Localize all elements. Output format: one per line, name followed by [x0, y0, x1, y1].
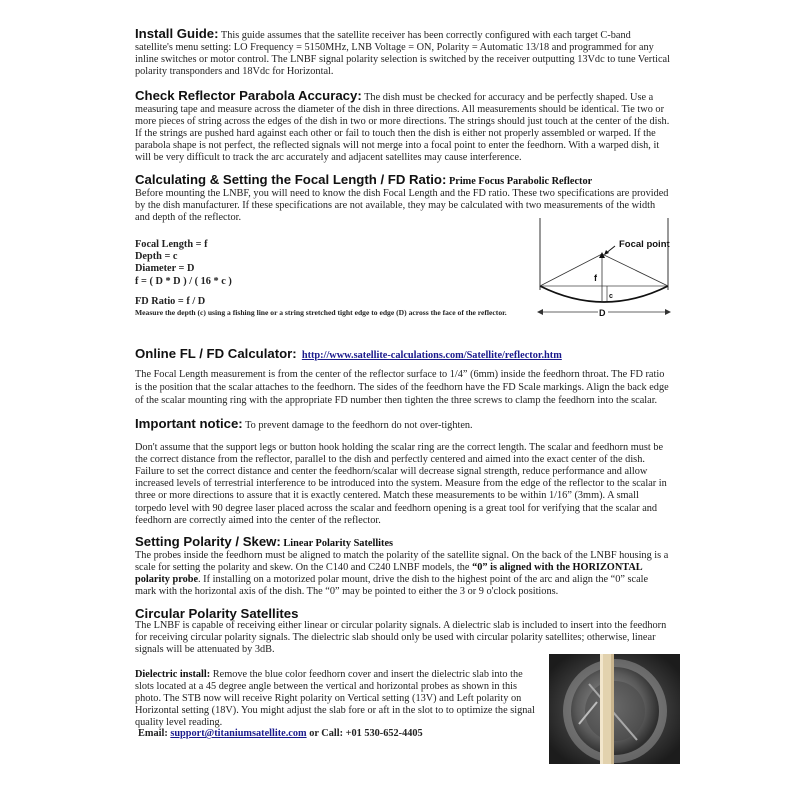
notice-heading: Important notice: — [135, 416, 243, 431]
call-label: or Call: +01 530-652-4405 — [309, 728, 423, 739]
dielectric-section — [135, 669, 541, 729]
fd-ratio: FD Ratio = f / D — [135, 296, 206, 307]
notice-body: Don't assume that the support legs or button hook holding the scalar ring are the correct length. The scalar and feedhorn must be the correct distance from the reflector, parallel to the dish and perfectly centered and aimed into the exact center of the dish. Failure to set the correct distance and center the feedhorn/scalar will decrease signal strength, reduce performance and allow increased levels of terrestrial interference to be introduced into the system. Measure from the edge of the reflector to the scalar in three or more directions to assure that it is exactly centered. Match these measurements to be within 1/16” (3mm). A small torpedo level with 90 degree laser placed across the scalar and feedhorn opening is a great tool for verifying that the scalar and feedhorn are correctly aimed into the center of the reflector. — [135, 442, 667, 526]
parabola-body: The dish must be checked for accuracy and be perfectly shaped. Use a measuring tape and measure across the diameter of the dish in three directions. All measurements should be identical. Tie two or more pieces of string across the edges of the dish in two or more directions. The strings should just touch at the center of the dish. If the strings are pushed hard against each other or fail to touch then the dish is either not properly assembled or warped. If the parabola shape is not perfect, the reflected signals will not merge into a focal point to enter the feedhorn. With a warped dish, it will be very difficult to track the arc accurately and adjacent satellites may cause interference. — [135, 92, 670, 164]
circular-section — [135, 608, 671, 656]
feedhorn-photo — [549, 654, 680, 764]
focal-heading: Calculating & Setting the Focal Length / FD Ratio: — [135, 172, 447, 187]
f-label: f — [594, 273, 597, 283]
c-label: c — [609, 293, 613, 300]
parabola-heading: Check Reflector Parabola Accuracy: — [135, 88, 362, 103]
focal-subheading: Prime Focus Parabolic Reflector — [448, 176, 593, 187]
email-label: Email: — [138, 728, 168, 739]
focal-body: Before mounting the LNBF, you will need to know the dish Focal Length and the FD ratio. These two specifications are provided by the dish manufacturer. If these specifications are not available, they may be calculated with two measurements of the width and depth of the reflector. — [135, 188, 669, 224]
formula-line: Diameter = D — [135, 263, 195, 275]
calculator-section — [135, 348, 671, 407]
ray-left — [540, 254, 602, 286]
fd-ratio-block — [135, 296, 535, 318]
calculator-heading: Online FL / FD Calculator: — [135, 346, 297, 361]
formula-line: f = ( D * D ) / ( 16 * c ) — [135, 275, 232, 287]
polarity-subheading: Linear Polarity Satellites — [283, 538, 394, 549]
parabola-section — [135, 90, 671, 165]
polarity-heading: Setting Polarity / Skew: — [135, 534, 281, 549]
install-heading: Install Guide: — [135, 26, 219, 41]
diameter-arrow-left — [537, 309, 543, 315]
notice-lead: To prevent damage to the feedhorn do not over-tighten. — [245, 420, 473, 431]
polarity-body-start: The probes inside the feedhorn must be aligned to match the polarity of the satellite signal. On the back of the LNBF housing is a scale for setting the polarity and skew. On the C140 and C240 LNBF models, the — [135, 550, 669, 574]
circular-heading: Circular Polarity Satellites — [135, 606, 299, 621]
diameter-arrow-right — [665, 309, 671, 315]
calculator-body: The Focal Length measurement is from the center of the reflector surface to 1/4” (6mm) inside the feedhorn throat. The FD ratio is the position that the scalar attaches to the feedhorn. The sides of the feedhorn have the FD Scale markings. Align the back edge of the scalar mounting ring with the appropriate FD number then tighten the three screws to clamp the feedhorn into the scalar. — [135, 369, 669, 407]
ray-right — [602, 254, 668, 286]
calculator-link[interactable]: http://www.satellite-calculations.com/Satellite/reflector.htm — [301, 350, 562, 361]
slab-shadow — [611, 654, 614, 764]
email-link[interactable]: support@titaniumsatellite.com — [170, 728, 307, 739]
notice-section — [135, 418, 671, 527]
polarity-bold: “0” is aligned with the HORIZONTAL polarity probe — [135, 562, 643, 586]
formula-line: Focal Length = f — [135, 239, 208, 250]
install-body: This guide assumes that the satellite receiver has been correctly configured with each target C-band satellite's menu setting: LO Frequency = 5150MHz, LNB Voltage = ON, Polarity = Automatic 13/18 and programmed for any inline switches or motor control. The LNBF signal polarity selection is switched by the receiver outputting 13Vdc to tune Vertical polarity transponders and 18Vdc for Horizontal. — [135, 30, 670, 78]
polarity-section — [135, 536, 671, 598]
dish-curve — [540, 286, 668, 302]
formula-block — [135, 239, 515, 288]
pointer-arrowhead — [604, 250, 609, 255]
parabola-diagram — [537, 218, 677, 322]
dielectric-body: Remove the blue color feedhorn cover and insert the dielectric slab into the slots located at a 45 degree angle between the vertical and horizontal probes as shown in this photo. The STB now will receive Right polarity on Vertical setting (13V) and Left polarity on Horizontal setting (18V). You might adjust the slab fore or aft in the slot to to optimize the signal quality level reading. — [135, 669, 535, 729]
circular-body: The LNBF is capable of receiving either linear or circular polarity signals. A dielectric slab is included to insert into the feedhorn for receiving circular polarity signals. The dielectric slab should only be used with circular polarity satellites; otherwise, linear signals will be attenuated by 3dB. — [135, 620, 667, 656]
focal-point-label: Focal point — [619, 239, 670, 250]
d-label: D — [599, 308, 606, 318]
formula-line: Depth = c — [135, 251, 178, 263]
polarity-body-end: . If installing on a motorized polar mount, drive the dish to the highest point of the arc and align the “0” scale mark with the horizontal axis of the dish. The “0” may be pointed to either the 3 or 9 o'clock positions. — [135, 574, 649, 598]
install-section — [135, 28, 671, 78]
focal-section — [135, 174, 671, 224]
slab-highlight — [600, 654, 603, 764]
measure-note: Measure the depth (c) using a fishing line or a string stretched tight edge to edge (D) across the face of the reflector. — [135, 308, 507, 318]
dielectric-heading: Dielectric install: — [135, 669, 211, 680]
